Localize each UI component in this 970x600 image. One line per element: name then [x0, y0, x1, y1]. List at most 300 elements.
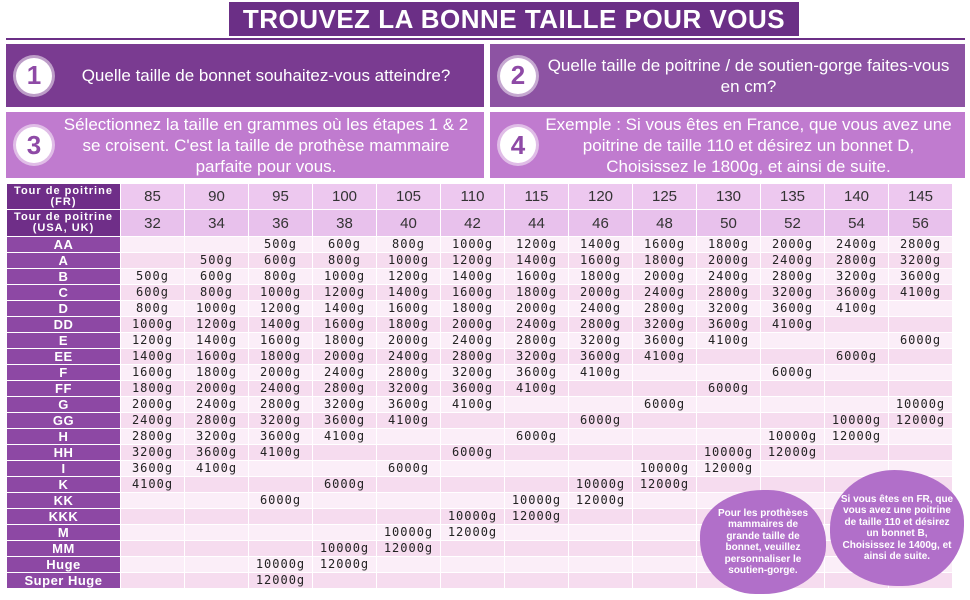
table-cell: 6000g — [313, 477, 376, 492]
table-cell: 1200g — [377, 269, 440, 284]
table-cell: 500g — [121, 269, 184, 284]
header-cell-us: 46 — [569, 210, 632, 236]
table-cell: 3200g — [569, 333, 632, 348]
table-cell: 2000g — [697, 253, 760, 268]
header-label-fr: Tour de poitrine (FR) — [7, 184, 120, 209]
table-cell: 1600g — [633, 237, 696, 252]
table-cell: 2000g — [121, 397, 184, 412]
table-cell: 800g — [249, 269, 312, 284]
header-cell-fr: 145 — [889, 184, 952, 209]
table-cell: 3600g — [505, 365, 568, 380]
table-cell — [249, 509, 312, 524]
step-2-panel — [490, 44, 965, 107]
table-row — [7, 365, 952, 380]
table-cell — [377, 477, 440, 492]
table-cell — [633, 573, 696, 588]
table-cell — [185, 509, 248, 524]
table-cell: 3600g — [825, 285, 888, 300]
table-cell: 6000g — [505, 429, 568, 444]
table-cell — [633, 445, 696, 460]
table-cell: 10000g — [825, 413, 888, 428]
table-cell: 4100g — [825, 301, 888, 316]
table-cell: 1800g — [569, 269, 632, 284]
table-cell — [697, 413, 760, 428]
table-row — [7, 317, 952, 332]
header-cell-fr: 125 — [633, 184, 696, 209]
table-cell — [121, 525, 184, 540]
header-cell-us: 40 — [377, 210, 440, 236]
table-row — [7, 301, 952, 316]
table-cell: 1600g — [121, 365, 184, 380]
table-cell: 1000g — [121, 317, 184, 332]
table-cell: 1200g — [249, 301, 312, 316]
table-cell: 1800g — [249, 349, 312, 364]
step-1-badge: 1 — [16, 58, 52, 94]
table-cell — [249, 461, 312, 476]
table-cell — [377, 493, 440, 508]
table-cell: 10000g — [889, 397, 952, 412]
header-cell-us: 56 — [889, 210, 952, 236]
table-cell: 3200g — [889, 253, 952, 268]
table-cell: 2800g — [825, 253, 888, 268]
table-cell: 600g — [121, 285, 184, 300]
cup-label: MM — [7, 541, 120, 556]
table-cell — [121, 237, 184, 252]
table-cell — [569, 397, 632, 412]
table-cell: 12000g — [825, 429, 888, 444]
table-cell: 1400g — [313, 301, 376, 316]
table-cell — [441, 461, 504, 476]
table-cell: 1200g — [313, 285, 376, 300]
table-cell: 3200g — [697, 301, 760, 316]
table-cell: 1400g — [505, 253, 568, 268]
table-cell — [441, 413, 504, 428]
table-cell — [889, 317, 952, 332]
cup-label: K — [7, 477, 120, 492]
table-cell: 1000g — [377, 253, 440, 268]
table-cell — [697, 429, 760, 444]
table-cell: 12000g — [761, 445, 824, 460]
table-cell: 3200g — [441, 365, 504, 380]
table-cell — [505, 541, 568, 556]
table-cell: 3600g — [377, 397, 440, 412]
table-cell: 10000g — [569, 477, 632, 492]
table-cell — [249, 525, 312, 540]
table-cell: 2800g — [377, 365, 440, 380]
table-cell: 6000g — [825, 349, 888, 364]
table-cell: 1800g — [185, 365, 248, 380]
table-cell: 10000g — [505, 493, 568, 508]
table-cell — [633, 413, 696, 428]
title-divider — [6, 38, 965, 40]
table-cell: 1600g — [441, 285, 504, 300]
table-cell: 2000g — [761, 237, 824, 252]
table-cell — [313, 573, 376, 588]
cup-label: EE — [7, 349, 120, 364]
header-cell-fr: 135 — [761, 184, 824, 209]
table-cell: 1400g — [185, 333, 248, 348]
table-cell: 600g — [185, 269, 248, 284]
table-cell: 2400g — [761, 253, 824, 268]
table-cell: 1800g — [313, 333, 376, 348]
step-4-badge: 4 — [500, 127, 536, 163]
table-cell: 3600g — [313, 413, 376, 428]
table-cell: 2800g — [121, 429, 184, 444]
table-cell: 1200g — [121, 333, 184, 348]
table-cell: 4100g — [441, 397, 504, 412]
cup-label: D — [7, 301, 120, 316]
cup-label: B — [7, 269, 120, 284]
table-cell: 2400g — [249, 381, 312, 396]
table-cell: 6000g — [569, 413, 632, 428]
table-cell: 4100g — [249, 445, 312, 460]
table-cell: 4100g — [633, 349, 696, 364]
table-cell — [569, 461, 632, 476]
table-cell — [761, 333, 824, 348]
cup-label: FF — [7, 381, 120, 396]
table-cell — [761, 461, 824, 476]
table-cell: 1600g — [313, 317, 376, 332]
table-cell — [249, 477, 312, 492]
table-cell — [185, 525, 248, 540]
table-cell — [377, 445, 440, 460]
table-cell — [889, 301, 952, 316]
header-cell-fr: 95 — [249, 184, 312, 209]
table-cell — [377, 429, 440, 444]
header-cell-fr: 85 — [121, 184, 184, 209]
table-cell — [505, 573, 568, 588]
table-cell — [633, 429, 696, 444]
table-cell: 2800g — [185, 413, 248, 428]
table-cell — [185, 237, 248, 252]
table-cell: 2800g — [441, 349, 504, 364]
table-cell — [313, 461, 376, 476]
table-row — [7, 397, 952, 412]
header-cell-us: 34 — [185, 210, 248, 236]
table-cell — [569, 541, 632, 556]
table-cell: 12000g — [697, 461, 760, 476]
header-cell-us: 44 — [505, 210, 568, 236]
table-cell: 1200g — [505, 237, 568, 252]
table-cell: 3200g — [249, 413, 312, 428]
table-cell: 12000g — [441, 525, 504, 540]
header-cell-fr: 115 — [505, 184, 568, 209]
table-cell — [569, 557, 632, 572]
table-cell: 4100g — [121, 477, 184, 492]
table-cell: 1000g — [441, 237, 504, 252]
table-cell: 10000g — [441, 509, 504, 524]
table-cell — [505, 461, 568, 476]
table-cell — [505, 413, 568, 428]
table-cell: 1400g — [441, 269, 504, 284]
table-cell — [633, 509, 696, 524]
step-2-badge: 2 — [500, 58, 536, 94]
header-cell-fr: 110 — [441, 184, 504, 209]
header-cell-us: 42 — [441, 210, 504, 236]
table-cell — [441, 429, 504, 444]
table-cell: 800g — [121, 301, 184, 316]
table-cell: 1600g — [249, 333, 312, 348]
table-cell: 12000g — [889, 413, 952, 428]
note-bubble-large-cup: Pour les prothèses mammaires de grande taille de bonnet, veuillez personnaliser le soutien-gorge. — [700, 490, 826, 594]
table-cell: 6000g — [249, 493, 312, 508]
table-cell — [889, 365, 952, 380]
cup-label: HH — [7, 445, 120, 460]
table-cell — [441, 477, 504, 492]
table-cell: 2800g — [249, 397, 312, 412]
table-cell: 3200g — [121, 445, 184, 460]
table-cell: 12000g — [313, 557, 376, 572]
table-cell: 2000g — [505, 301, 568, 316]
table-cell: 1800g — [121, 381, 184, 396]
table-cell: 2000g — [377, 333, 440, 348]
table-cell: 1200g — [185, 317, 248, 332]
table-cell: 2400g — [569, 301, 632, 316]
table-row — [7, 285, 952, 300]
table-cell: 2800g — [697, 285, 760, 300]
table-cell — [505, 397, 568, 412]
table-cell: 2400g — [697, 269, 760, 284]
table-row — [7, 333, 952, 348]
table-cell: 10000g — [697, 445, 760, 460]
table-cell — [313, 509, 376, 524]
table-cell: 800g — [185, 285, 248, 300]
table-cell: 2800g — [761, 269, 824, 284]
table-cell: 2400g — [633, 285, 696, 300]
step-3-text: Sélectionnez la taille en grammes où les étapes 1 & 2 se croisent. C'est la taille de prothèse mammaire parfaite pour vous. — [63, 114, 469, 176]
header-cell-fr: 100 — [313, 184, 376, 209]
table-cell: 10000g — [249, 557, 312, 572]
table-cell — [633, 381, 696, 396]
table-cell: 12000g — [633, 477, 696, 492]
table-cell — [185, 557, 248, 572]
step-3-badge: 3 — [16, 127, 52, 163]
step-2-text: Quelle taille de poitrine / de soutien-gorge faites-vous en cm? — [547, 55, 950, 96]
table-cell: 4100g — [697, 333, 760, 348]
cup-label: F — [7, 365, 120, 380]
header-cell-fr: 130 — [697, 184, 760, 209]
table-cell — [505, 557, 568, 572]
table-cell: 3600g — [441, 381, 504, 396]
table-cell: 12000g — [569, 493, 632, 508]
table-cell: 2800g — [505, 333, 568, 348]
table-cell: 2400g — [441, 333, 504, 348]
table-cell: 6000g — [441, 445, 504, 460]
table-cell: 3200g — [825, 269, 888, 284]
table-cell: 500g — [249, 237, 312, 252]
table-cell: 4100g — [761, 317, 824, 332]
cup-label: DD — [7, 317, 120, 332]
table-cell: 3600g — [761, 301, 824, 316]
table-cell — [185, 477, 248, 492]
table-cell: 1400g — [121, 349, 184, 364]
table-cell — [313, 493, 376, 508]
table-cell: 1600g — [505, 269, 568, 284]
header-cell-fr: 140 — [825, 184, 888, 209]
table-cell: 3600g — [697, 317, 760, 332]
cup-label: Huge — [7, 557, 120, 572]
table-cell: 1800g — [697, 237, 760, 252]
table-cell — [569, 573, 632, 588]
table-cell — [761, 397, 824, 412]
table-cell: 3200g — [185, 429, 248, 444]
table-cell — [633, 365, 696, 380]
table-cell — [633, 557, 696, 572]
table-cell: 2400g — [313, 365, 376, 380]
table-cell: 3600g — [121, 461, 184, 476]
table-cell: 10000g — [377, 525, 440, 540]
cup-label: AA — [7, 237, 120, 252]
table-cell: 600g — [313, 237, 376, 252]
table-cell — [377, 557, 440, 572]
table-cell: 12000g — [505, 509, 568, 524]
table-cell: 3600g — [185, 445, 248, 460]
table-cell: 4100g — [505, 381, 568, 396]
table-cell: 1400g — [569, 237, 632, 252]
header-cell-us: 54 — [825, 210, 888, 236]
table-cell — [633, 525, 696, 540]
table-cell — [761, 413, 824, 428]
table-cell — [569, 509, 632, 524]
table-cell: 2000g — [313, 349, 376, 364]
table-cell: 3600g — [633, 333, 696, 348]
table-cell — [121, 573, 184, 588]
page-title: TROUVEZ LA BONNE TAILLE POUR VOUS — [229, 2, 799, 36]
table-cell — [185, 573, 248, 588]
cup-label: G — [7, 397, 120, 412]
table-cell: 12000g — [377, 541, 440, 556]
table-cell: 6000g — [697, 381, 760, 396]
table-cell: 800g — [377, 237, 440, 252]
table-cell: 2800g — [633, 301, 696, 316]
table-cell — [697, 349, 760, 364]
table-row — [7, 429, 952, 444]
step-3-panel — [6, 112, 484, 178]
table-cell: 2000g — [185, 381, 248, 396]
table-row — [7, 413, 952, 428]
note-bubble-example: Si vous êtes en FR, que vous avez une poitrine de taille 110 et désirez un bonnet B, Choisissez le 1400g, et ainsi de suite. — [830, 470, 964, 586]
cup-label: M — [7, 525, 120, 540]
table-cell: 1800g — [377, 317, 440, 332]
table-cell — [569, 429, 632, 444]
table-cell — [889, 445, 952, 460]
table-cell: 12000g — [249, 573, 312, 588]
cup-label: KK — [7, 493, 120, 508]
table-cell — [121, 541, 184, 556]
table-row — [7, 349, 952, 364]
table-cell — [697, 397, 760, 412]
cup-label: H — [7, 429, 120, 444]
table-cell: 2000g — [633, 269, 696, 284]
table-cell: 1800g — [633, 253, 696, 268]
table-cell: 2000g — [569, 285, 632, 300]
table-cell — [505, 525, 568, 540]
table-cell — [569, 381, 632, 396]
header-cell-us: 50 — [697, 210, 760, 236]
cup-label: Super Huge — [7, 573, 120, 588]
table-cell — [505, 477, 568, 492]
table-cell: 10000g — [633, 461, 696, 476]
table-cell — [633, 493, 696, 508]
header-cell-fr: 105 — [377, 184, 440, 209]
table-cell — [825, 445, 888, 460]
table-cell — [121, 557, 184, 572]
table-cell: 3600g — [569, 349, 632, 364]
table-cell: 1800g — [441, 301, 504, 316]
table-cell — [825, 333, 888, 348]
table-cell: 3200g — [505, 349, 568, 364]
table-cell: 2000g — [249, 365, 312, 380]
table-cell: 1400g — [249, 317, 312, 332]
step-1-panel — [6, 44, 484, 107]
table-cell: 4100g — [185, 461, 248, 476]
step-4-text: Exemple : Si vous êtes en France, que vous avez une poitrine de taille 110 et désirez un bonnet D, Choisissez le 1800g, et ainsi de suite. — [545, 114, 952, 176]
table-cell: 3600g — [249, 429, 312, 444]
cup-label: I — [7, 461, 120, 476]
table-cell: 2800g — [569, 317, 632, 332]
table-cell: 4100g — [313, 429, 376, 444]
header-cell-us: 52 — [761, 210, 824, 236]
cup-label: GG — [7, 413, 120, 428]
table-cell: 1000g — [313, 269, 376, 284]
table-cell — [569, 525, 632, 540]
table-cell: 2000g — [441, 317, 504, 332]
table-cell: 6000g — [889, 333, 952, 348]
table-cell: 2400g — [377, 349, 440, 364]
table-cell — [825, 365, 888, 380]
table-cell: 600g — [249, 253, 312, 268]
table-cell: 3200g — [377, 381, 440, 396]
table-cell — [441, 557, 504, 572]
table-cell — [441, 573, 504, 588]
table-cell: 2800g — [313, 381, 376, 396]
table-cell — [441, 541, 504, 556]
table-row — [7, 477, 952, 492]
table-cell — [185, 541, 248, 556]
table-cell — [313, 445, 376, 460]
table-cell — [313, 525, 376, 540]
table-cell: 2400g — [121, 413, 184, 428]
table-cell: 4100g — [569, 365, 632, 380]
table-cell — [505, 445, 568, 460]
table-cell — [569, 445, 632, 460]
table-cell — [249, 541, 312, 556]
table-cell: 6000g — [761, 365, 824, 380]
table-cell: 3200g — [761, 285, 824, 300]
table-cell: 1600g — [569, 253, 632, 268]
table-cell — [889, 429, 952, 444]
table-cell — [697, 477, 760, 492]
table-cell: 1200g — [441, 253, 504, 268]
table-cell — [761, 381, 824, 396]
header-row-fr — [7, 184, 952, 209]
table-cell — [377, 509, 440, 524]
table-cell — [121, 509, 184, 524]
table-cell: 500g — [185, 253, 248, 268]
table-cell — [441, 493, 504, 508]
step-1-text: Quelle taille de bonnet souhaitez-vous atteindre? — [81, 66, 451, 85]
table-cell: 3600g — [889, 269, 952, 284]
header-label-us: Tour de poitrine (USA, UK) — [7, 210, 120, 236]
table-cell — [121, 493, 184, 508]
table-cell — [697, 365, 760, 380]
cup-label: C — [7, 285, 120, 300]
table-cell — [121, 253, 184, 268]
table-cell: 1600g — [377, 301, 440, 316]
header-cell-us: 38 — [313, 210, 376, 236]
table-cell: 2400g — [185, 397, 248, 412]
table-cell: 6000g — [377, 461, 440, 476]
